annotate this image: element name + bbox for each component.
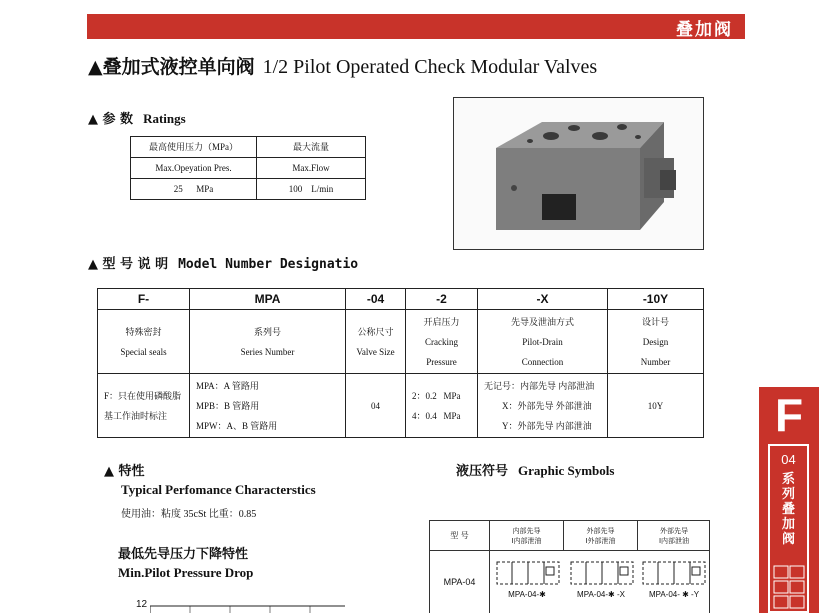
graphic-col0: 型 号 — [430, 521, 490, 551]
symbol-external-x-icon — [570, 561, 634, 585]
ratings-col1-cn: 最高使用压力（MPa） — [131, 137, 257, 158]
detail-special: F：只在使用磷酸脂 基工作油时标注 — [98, 374, 190, 438]
banner-label: 叠加阀 — [676, 20, 733, 40]
perf-heading-cn: ▲ 特性 — [104, 464, 145, 479]
perf-sub-en: Min.Pilot Pressure Drop — [118, 565, 254, 580]
model-heading — [88, 253, 358, 272]
model-heading-cn: ▲ 型 号 说 明 — [88, 257, 169, 272]
ratings-val2: 100 L/min — [257, 179, 366, 200]
ratings-heading — [88, 108, 186, 127]
graphic-col3: 外部先导 I内部泄油 — [638, 521, 710, 551]
model-table — [97, 288, 704, 438]
graphic-table — [429, 520, 710, 613]
ratings-val1: 25 MPa — [131, 179, 257, 200]
code-size: -04 — [346, 289, 406, 310]
chart-tick-12: 12 — [136, 599, 148, 610]
ratings-col1-en: Max.Opeyation Pres. — [131, 158, 257, 179]
valve-illustration — [454, 98, 704, 250]
chart-frame — [150, 603, 350, 613]
desc-size: 公称尺寸 Valve Size — [346, 310, 406, 374]
page-title — [88, 52, 597, 79]
ratings-table — [130, 136, 366, 200]
symbol-label-3: MPA-04- ✱ -Y — [648, 590, 700, 599]
code-pilot: -X — [478, 289, 608, 310]
code-design: -10Y — [608, 289, 704, 310]
detail-series: MPA：A 管路用 MPB：B 管路用 MPW：A、B 管路用 — [190, 374, 346, 438]
side-number: 04 — [781, 452, 796, 467]
graphic-heading-cn: 液压符号 — [456, 464, 509, 479]
graphic-heading — [456, 460, 614, 479]
ratings-col2-en: Max.Flow — [257, 158, 366, 179]
graphic-heading-en: Graphic Symbols — [518, 463, 615, 478]
perf-sub-cn: 最低先导压力下降特性 — [118, 547, 249, 562]
symbol-label-1: MPA-04-✱ — [508, 590, 546, 599]
title-en: 1/2 Pilot Operated Check Modular Valves — [262, 56, 598, 78]
side-letter: F — [774, 389, 804, 441]
symbol-external-y-icon — [642, 561, 706, 585]
desc-pressure: 开启压力 Cracking Pressure — [406, 310, 478, 374]
desc-special: 特殊密封 Special seals — [98, 310, 190, 374]
perf-oil: 使用油：粘度 35cSt 比重：0.85 — [121, 509, 257, 520]
ratings-heading-en: Ratings — [143, 111, 186, 126]
title-cn: ▲叠加式液控单向阀 — [88, 56, 255, 78]
code-special: F- — [98, 289, 190, 310]
header-banner — [87, 14, 745, 39]
ratings-heading-cn: ▲ 参 数 — [88, 112, 134, 127]
ratings-col2-cn: 最大流量 — [257, 137, 366, 158]
desc-series: 系列号 Series Number — [190, 310, 346, 374]
product-photo — [453, 97, 704, 250]
code-pressure: -2 — [406, 289, 478, 310]
side-box — [768, 444, 809, 613]
graphic-row-model: MPA-04 — [430, 551, 490, 613]
graphic-col1: 内部先导 I内部泄油 — [490, 521, 564, 551]
detail-size: 04 — [346, 374, 406, 438]
symbol-internal-icon — [496, 561, 560, 585]
detail-design: 10Y — [608, 374, 704, 438]
graphic-col2: 外部先导 I外部泄油 — [564, 521, 638, 551]
model-heading-en: Model Number Designatio — [178, 257, 359, 272]
side-vertical-text: 系 列 叠 加 阀 — [781, 472, 795, 547]
side-pattern-icon — [772, 564, 806, 610]
symbol-label-2: MPA-04-✱ -X — [577, 590, 625, 599]
detail-pilot: 无记号：内部先导 内部泄油 X：外部先导 外部泄油 Y：外部先导 内部泄油 — [478, 374, 608, 438]
perf-heading-en: Typical Perfomance Characterstics — [121, 482, 316, 497]
desc-pilot: 先导及泄油方式 Pilot-Drain Connection — [478, 310, 608, 374]
code-series: MPA — [190, 289, 346, 310]
detail-pressure: 2：0.2 MPa 4：0.4 MPa — [406, 374, 478, 438]
desc-design: 设计号 Design Number — [608, 310, 704, 374]
